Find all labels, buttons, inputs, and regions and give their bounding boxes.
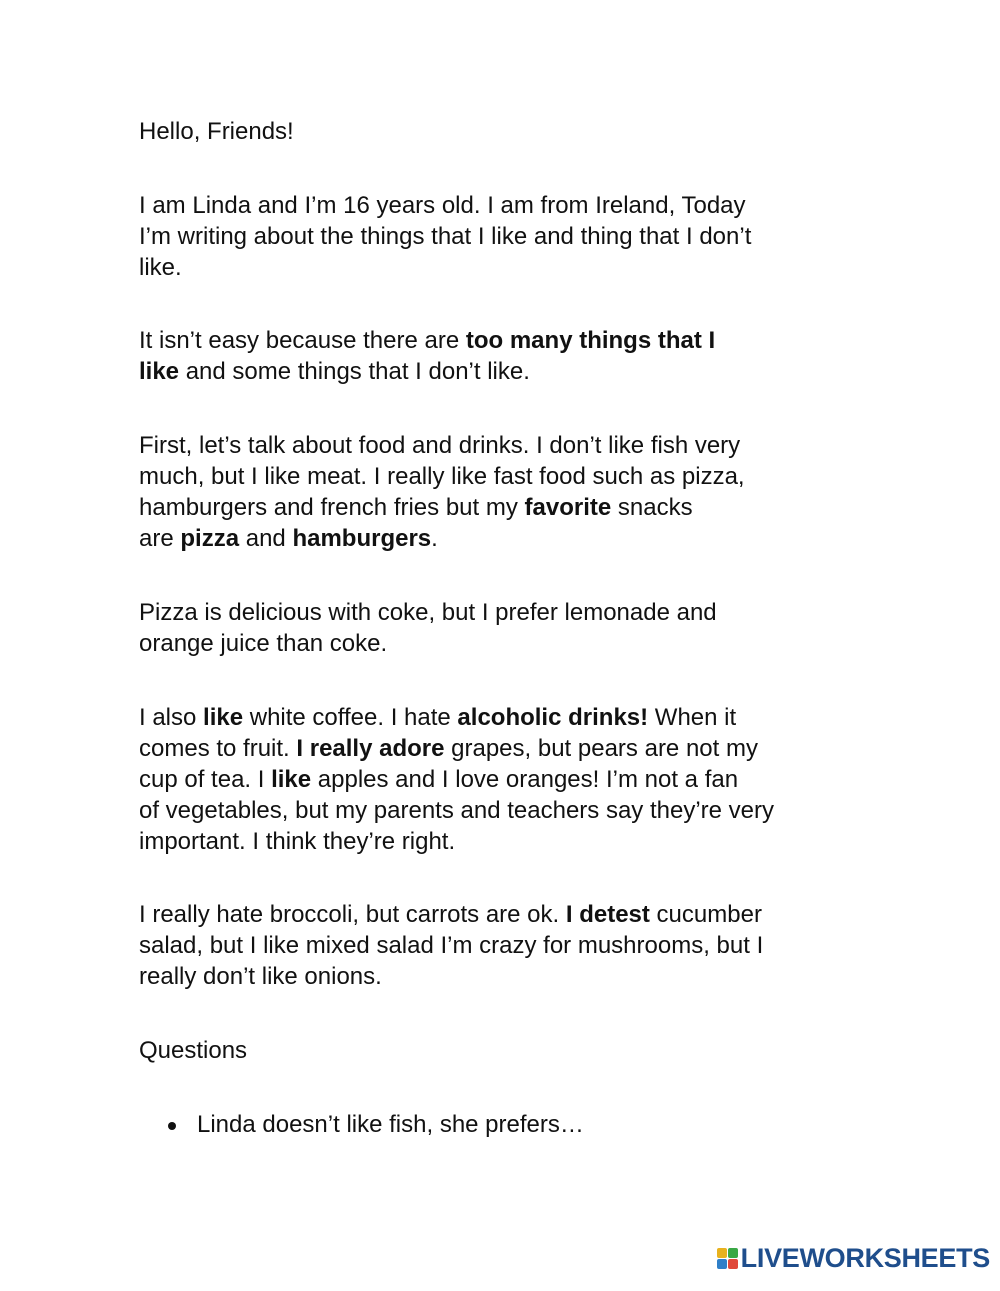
paragraph-food-drinks [139,430,879,554]
paragraph-line [139,764,879,795]
text-run: apples and I love oranges! I’m not a fan [311,766,739,793]
text-run: snacks [611,494,693,521]
text-run: and some things that I don’t like. [179,358,530,385]
logo-block [717,1259,727,1269]
paragraph-line [139,325,879,356]
questions-heading-text: Questions [139,1037,248,1064]
paragraph-line: like. [139,254,182,281]
text-run: and [239,525,293,552]
logo-block [717,1248,727,1258]
greeting-text: Hello, Friends! [139,118,294,145]
bold-run: hamburgers [292,525,432,552]
text-run: are [139,525,181,552]
bold-run: like [203,704,244,731]
text-run: comes to fruit. [139,735,297,762]
logo-blocks-icon [717,1248,738,1269]
text-run: I also [139,704,204,731]
paragraph-line: really don’t like onions. [139,963,382,990]
bold-run: alcoholic drinks! [457,704,649,731]
paragraph-line: I’m writing about the things that I like and thing that I don’t [139,223,752,250]
paragraph-intro [139,190,879,283]
questions-heading [139,1035,879,1066]
bold-run: like [139,358,180,385]
text-run: When it [648,704,737,731]
logo-block [728,1248,738,1258]
text-run: white coffee. I hate [243,704,458,731]
paragraph-things-i-like [139,325,879,387]
bold-run: I really adore [296,735,445,762]
paragraph-line: much, but I like meat. I really like fast food such as pizza, [139,463,745,490]
paragraph-line [139,356,879,387]
paragraph-vegetables [139,899,879,992]
bold-run: pizza [180,525,240,552]
paragraph-line [139,733,879,764]
paragraph-line [139,899,879,930]
paragraph-line: Pizza is delicious with coke, but I prefer lemonade and [139,599,717,626]
paragraph-line [139,492,879,523]
paragraph-coffee-fruit [139,702,879,857]
text-run: grapes, but pears are not my [444,735,758,762]
paragraph-line: of vegetables, but my parents and teachers say they’re very [139,797,775,824]
logo-text: LIVEWORKSHEETS [740,1242,990,1273]
greeting [139,116,879,147]
paragraph-line: orange juice than coke. [139,630,388,657]
paragraph-line: I am Linda and I’m 16 years old. I am from Ireland, Today [139,192,746,219]
bold-run: too many things that I [465,327,716,354]
bold-run: favorite [524,494,612,521]
bullet-icon [168,1122,176,1130]
text-run: It isn’t easy because there are [139,327,466,354]
bold-run: I detest [565,901,650,928]
text-run: cucumber [649,901,762,928]
text-run: hamburgers and french fries but my [139,494,525,521]
text-run: cup of tea. I [139,766,272,793]
bold-run: like [271,766,312,793]
logo-block [728,1259,738,1269]
paragraph-pizza-coke [139,597,879,659]
paragraph-line [139,523,879,554]
paragraph-line: important. I think they’re right. [139,828,456,855]
paragraph-line: First, let’s talk about food and drinks. I don’t like fish very [139,432,741,459]
question-text: Linda doesn’t like fish, she prefers… [197,1111,584,1138]
liveworksheets-logo [717,1243,990,1273]
paragraph-line: salad, but I like mixed salad I’m crazy for mushrooms, but I [139,932,764,959]
text-run: . [431,525,438,552]
text-run: I really hate broccoli, but carrots are ok. [139,901,566,928]
paragraph-line [139,702,879,733]
